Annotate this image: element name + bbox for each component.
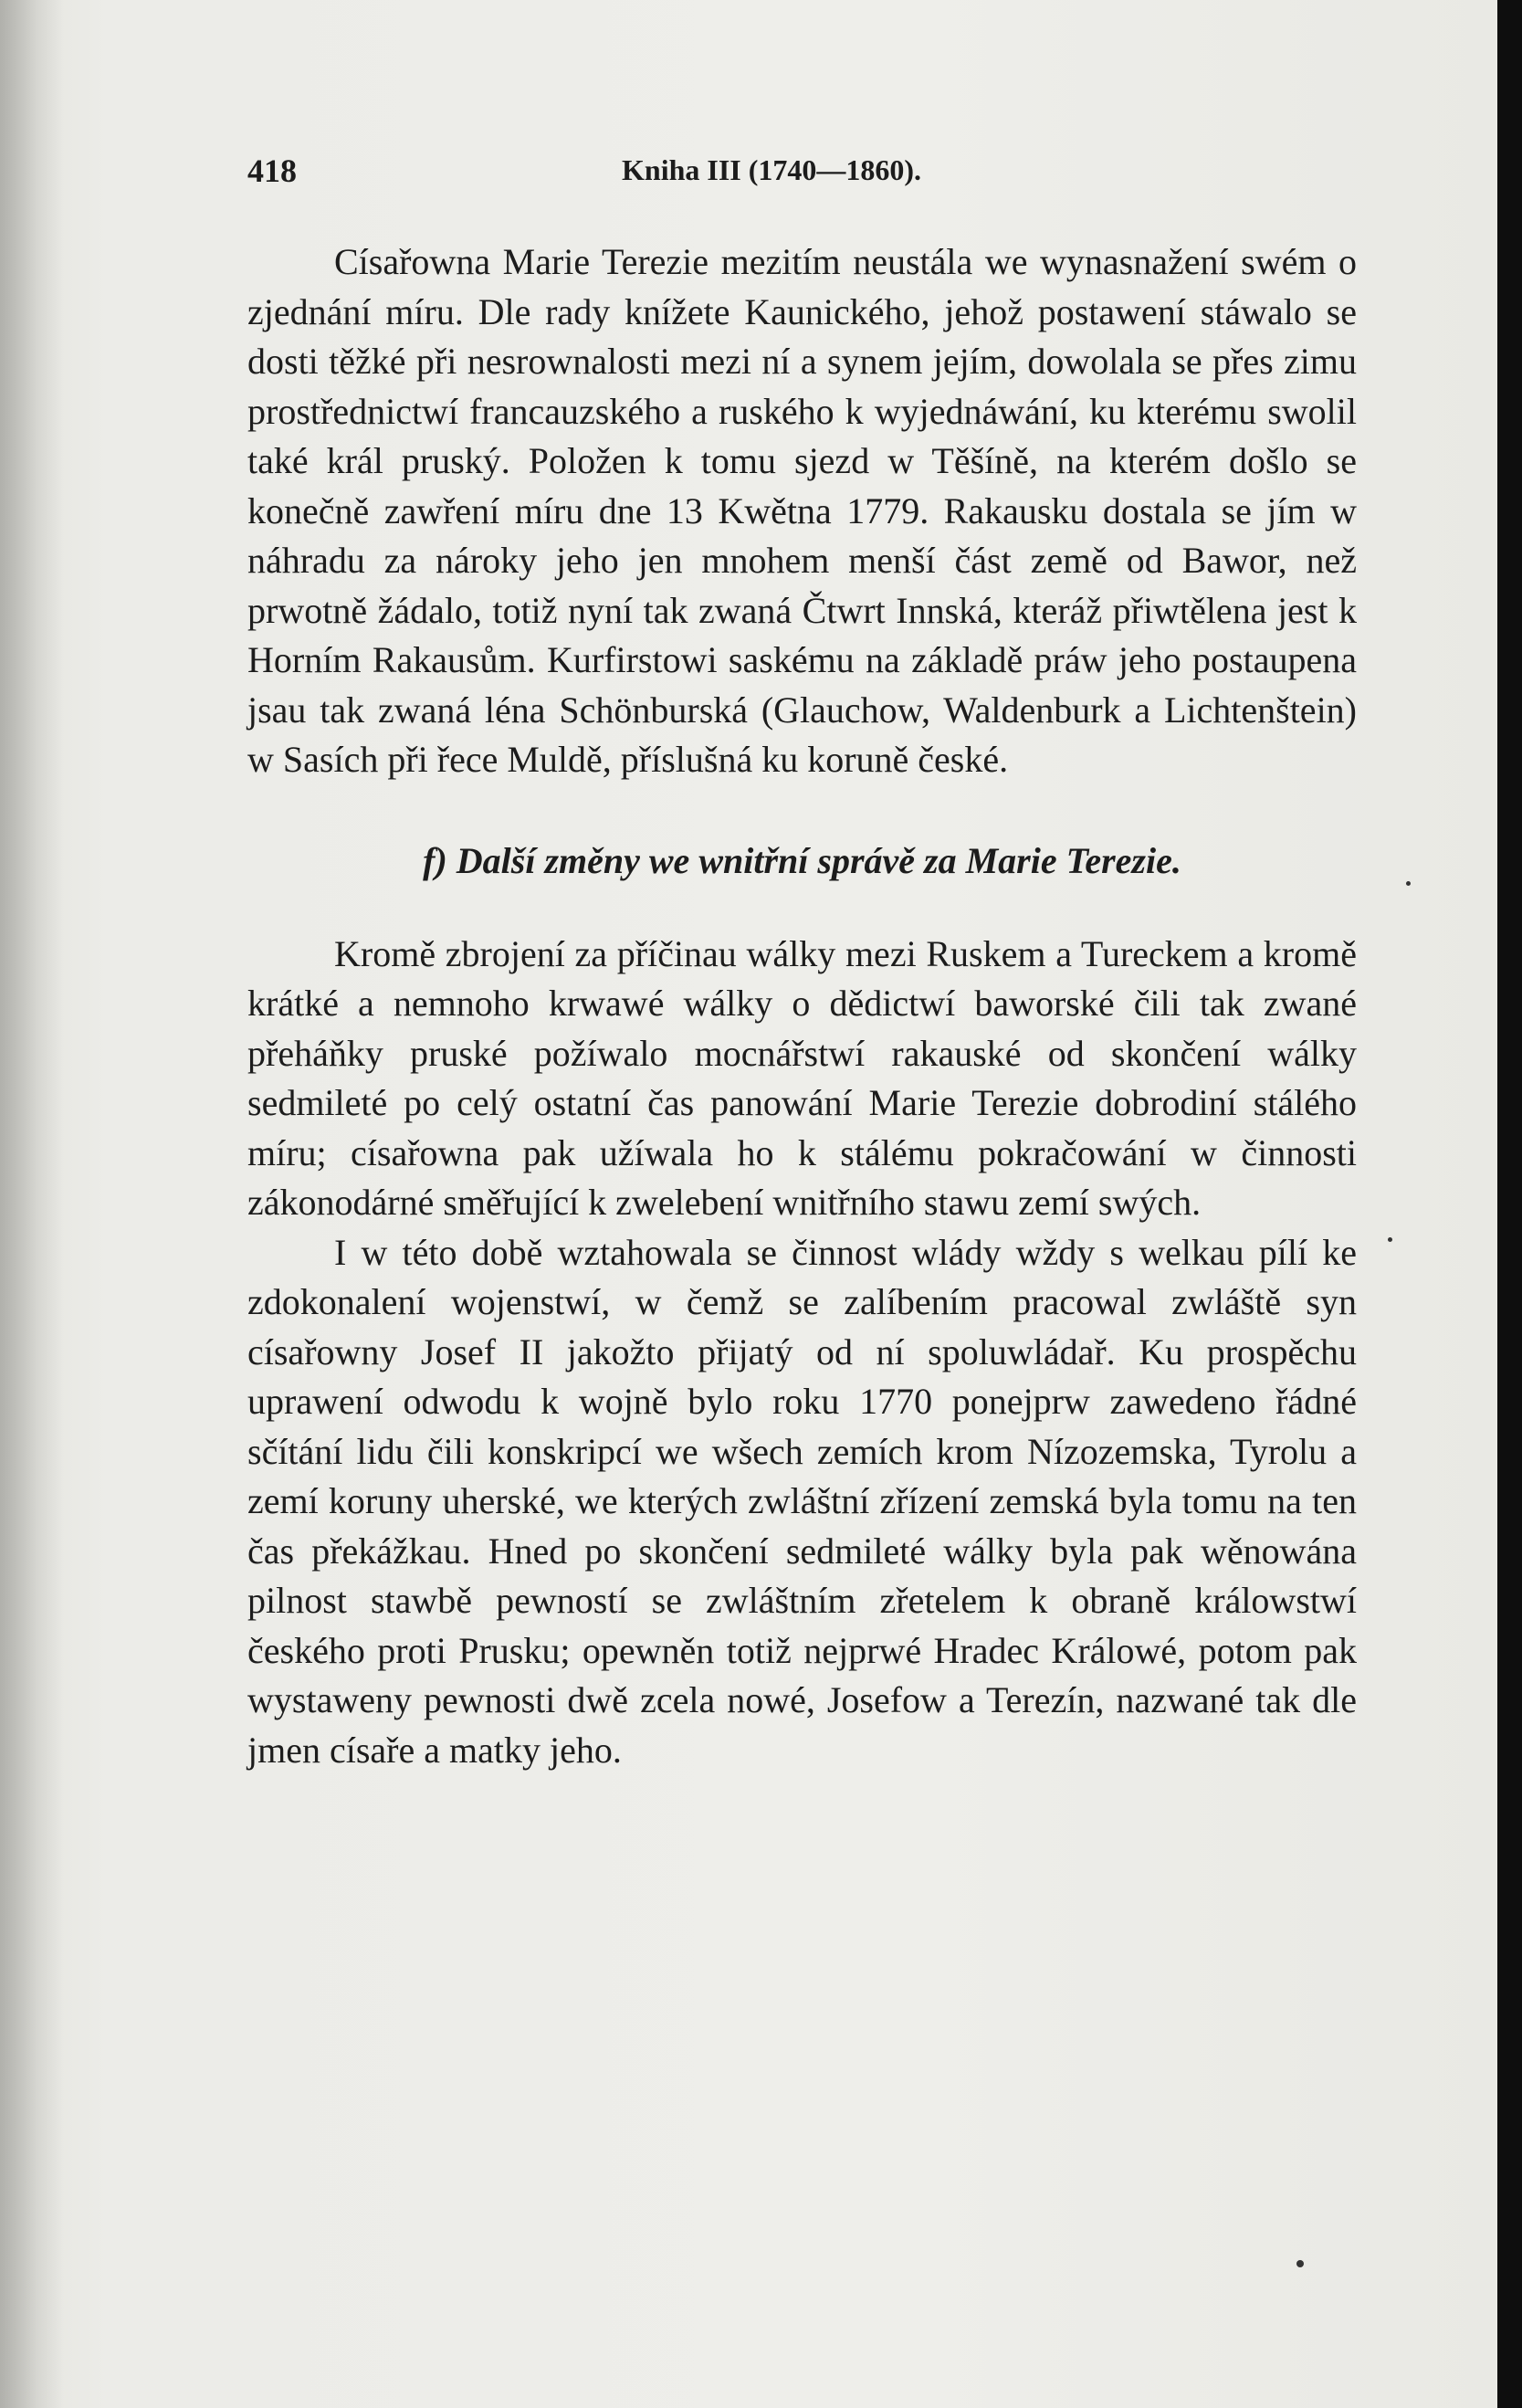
paragraph-military-reforms: I w této době wztahowala se činnost wlády wždy s welkau pílí ke zdokonalení wojenstwí, w čemž se zalíbením pracowal zwláště syn císařowny Josef II jakožto přijatý od ní spoluwládař. Ku prospěchu uprawení odwodu k wojně bylo roku 1770 ponejprw zawedeno řádné sčítání lidu čili konskripcí we wšech zemích krom Nízozemska, Tyrolu a zemí koruny uherské, we kterých zwláštní zřízení zemská byla tomu na ten čas překážkau. Hned po skončení sedmileté wálky byla pak wěnowána pilnost stawbě pewností se zwláštním zřetelem k obraně králowstwí českého proti Prusku; opewněn totiž nejprwé Hradec Králowé, potom pak wystaweny pewnosti dwě zcela nowé, Josefow a Terezín, nazwané tak dle jmen císaře a matky jeho. — [247, 1231, 1357, 1771]
ink-speck — [1388, 1237, 1392, 1242]
running-head: Kniha III (1740—1860). — [622, 153, 922, 186]
paragraph-peace-of-teschen: Císařowna Marie Terezie mezitím neustála we wynasnažení swém o zjednání míru. Dle rady knížete Kaunického, jehož postawení stáwalo se dosti těžké při nesrownalosti mezi ní a synem jejím, dowolala se přes zimu prostřednictwí francauzského a ruského k wyjednáwání, ku kterému swolil také král pruský. Položen k tomu sjezd w Těšíně, na kterém došlo se konečně zawření míru dne 13 Kwětna 1779. Rakausku dostala se jím w náhradu za nároky jeho jen mnohem menší část země od Bawor, než prwotně žádalo, totiž nyní tak zwaná Čtwrt Innská, kteráž přiwtělena jest k Horním Rakausům. Kurfirstowi saskému na základě práw jeho postaupena jsau tak zwaná léna Schönburská (Glauchow, Waldenburk a Lichtenštein) w Sasích při řece Muldě, příslušná ku koruně české. — [247, 241, 1357, 780]
body-text — [247, 237, 1357, 1775]
ink-speck — [1406, 881, 1411, 886]
ink-speck — [1296, 2260, 1304, 2267]
paragraph-internal-affairs: Kromě zbrojení za příčinau wálky mezi Ruskem a Tureckem a kromě krátké a nemnoho krwawé wálky o dědictwí baworské čili tak zwané přeháňky pruské požíwalo mocnářstwí rakauské od skončení wálky sedmileté po celý ostatní čas panowání Marie Terezie dobrodiní stálého míru; císařowna pak užíwala ho k stálému pokračowání w činnosti zákonodárné směřující k zwelebení wnitřního stawu zemí swých. — [247, 932, 1357, 1223]
scan-border — [1497, 0, 1522, 2408]
page-header — [247, 152, 1357, 197]
section-heading: f) Další změny we wnitřní správě za Marie Terezie. — [423, 839, 1181, 881]
page-number: 418 — [247, 152, 297, 189]
spine-shadow — [0, 0, 64, 2408]
